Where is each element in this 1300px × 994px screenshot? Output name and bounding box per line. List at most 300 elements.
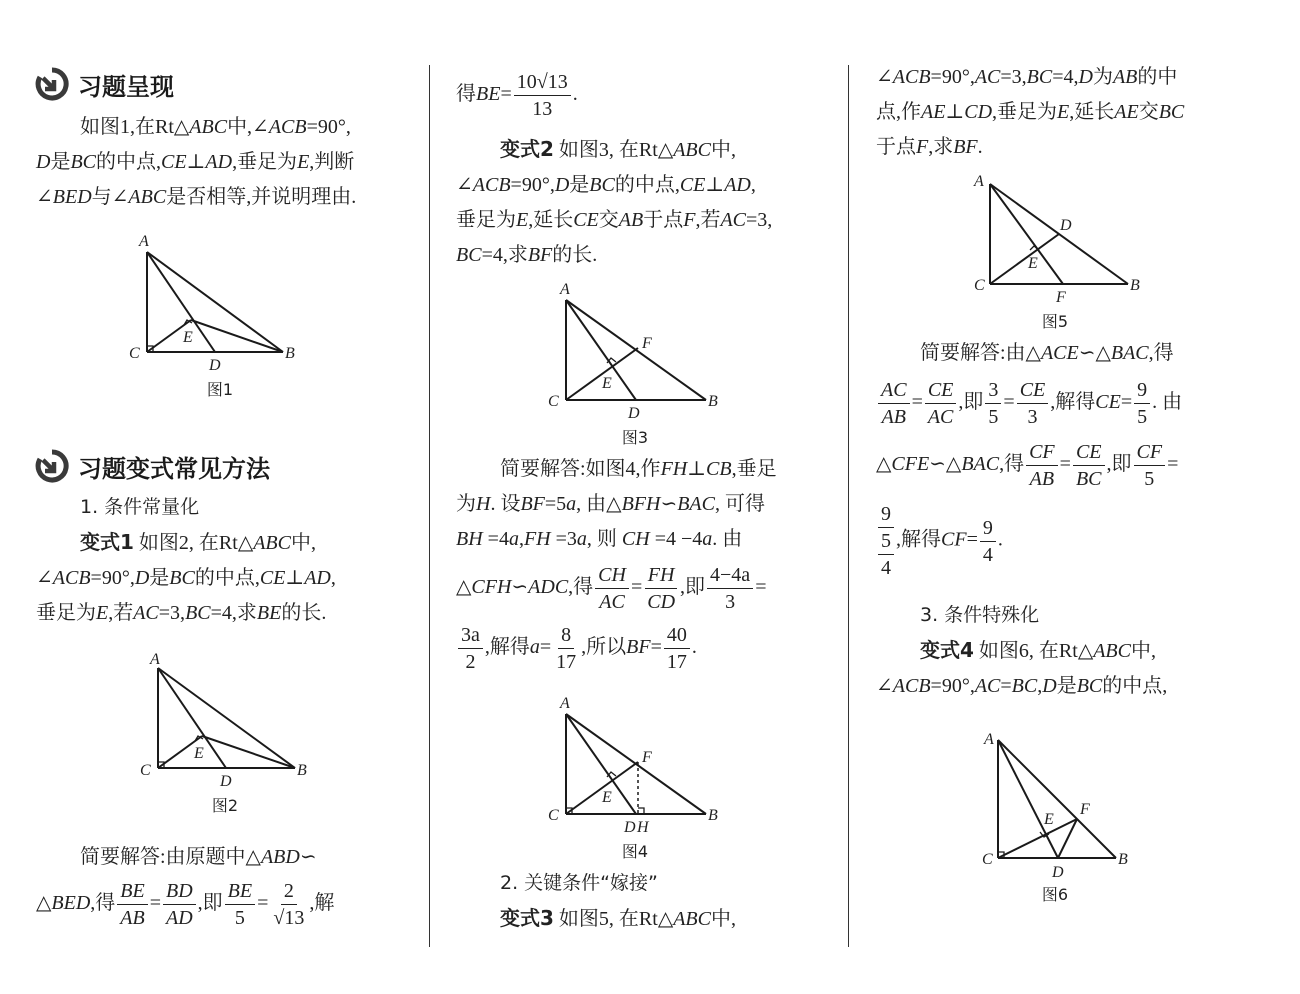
text-run: ⊥ xyxy=(945,101,965,123)
text-run: = xyxy=(257,892,269,914)
text-line xyxy=(36,875,416,931)
text-run: BAC xyxy=(961,453,1000,475)
text-run: ACB xyxy=(268,116,307,138)
text-run: = xyxy=(755,576,767,598)
text-run: =90°, xyxy=(930,66,975,88)
text-run: ∠ xyxy=(36,186,53,208)
text-line xyxy=(876,669,1256,704)
figure-caption: 图4 xyxy=(621,842,649,861)
text-run: 简要解答:由原题中△ xyxy=(80,846,261,868)
text-run: BE xyxy=(225,878,255,905)
text-run: ∽ xyxy=(511,576,529,598)
text-run: D xyxy=(1078,66,1093,88)
text-run: a xyxy=(508,528,519,550)
text-run: =3 xyxy=(550,528,577,550)
text-run: BC xyxy=(1158,101,1185,123)
text-run: √13 xyxy=(273,906,305,929)
text-line xyxy=(36,180,416,215)
text-run: BF xyxy=(520,493,545,515)
text-run: 4−4a xyxy=(707,562,753,589)
text-run: = xyxy=(630,576,643,598)
variant-2 xyxy=(456,132,836,273)
text-run: 的中点, xyxy=(194,567,260,589)
text-run: 如图6, 在Rt△ xyxy=(973,640,1094,662)
text-run: AD xyxy=(205,151,233,173)
text-run: AD xyxy=(304,567,331,589)
text-run: a xyxy=(576,528,587,550)
text-run: 的中点, xyxy=(96,151,162,173)
heading-text: 习题呈现 xyxy=(78,72,174,101)
text-run: 4 xyxy=(982,543,993,566)
text-run: 5 xyxy=(1144,467,1155,490)
text-run: ,即 xyxy=(680,576,706,598)
text-run: BAC xyxy=(1110,342,1149,364)
text-run: CF xyxy=(1134,439,1166,466)
fraction xyxy=(1073,439,1105,492)
text-run: ABC xyxy=(673,139,711,161)
figure-3 xyxy=(540,280,730,450)
text-run: E xyxy=(516,209,529,231)
text-run: AC xyxy=(974,675,1001,697)
solution-3 xyxy=(876,336,1256,581)
text-run: BAC xyxy=(677,493,715,515)
text-run: =90°, xyxy=(306,116,351,138)
text-run: FH xyxy=(645,562,678,589)
text-run: AB xyxy=(1029,467,1055,490)
text-run: AB xyxy=(1112,66,1138,88)
text-run: ,得 xyxy=(90,892,116,914)
text-run: =4,求 xyxy=(481,244,528,266)
text-run: 的中 xyxy=(1137,66,1178,88)
text-run: 如图2, 在Rt△ xyxy=(133,532,254,554)
section-heading xyxy=(34,66,174,102)
text-run: ∠ xyxy=(456,174,473,196)
text-run: ABC xyxy=(253,532,291,554)
text-run: BC xyxy=(1075,467,1102,490)
fraction xyxy=(985,377,1001,430)
point-label-b: B xyxy=(708,807,718,824)
point-label-f: F xyxy=(642,335,652,352)
text-run: ,得 xyxy=(999,453,1025,475)
text-run: BC xyxy=(1011,675,1038,697)
text-run: AE xyxy=(921,101,946,123)
triangle-abc xyxy=(990,184,1128,284)
text-run: AC xyxy=(878,377,910,404)
text-run: CB xyxy=(706,458,732,480)
text-run: 的长. xyxy=(552,244,598,266)
text-run: a xyxy=(529,636,540,658)
circle-arrow-icon xyxy=(34,66,70,102)
text-run: 中, xyxy=(710,908,736,930)
fraction xyxy=(1026,439,1058,492)
point-label-b: B xyxy=(285,345,295,362)
text-run: △ xyxy=(876,453,892,475)
text-run: ⊥ xyxy=(186,151,206,173)
point-label-c: C xyxy=(974,277,985,294)
point-label-c: C xyxy=(129,345,140,362)
point-label-c: C xyxy=(548,807,559,824)
figure-caption: 图2 xyxy=(211,796,239,815)
point-label-c: C xyxy=(140,762,151,779)
point-label-c: C xyxy=(548,393,559,410)
text-run: ,若 xyxy=(108,602,134,624)
text-run: a xyxy=(566,493,577,515)
text-run: ABC xyxy=(1093,640,1131,662)
triangle-abc xyxy=(566,714,706,814)
text-run: 垂足为 xyxy=(36,602,96,624)
text-run: CF xyxy=(941,528,967,551)
text-run: , 由△ xyxy=(576,493,622,515)
text-run: BE xyxy=(117,878,147,905)
column-divider xyxy=(848,65,849,947)
text-run: BH xyxy=(456,528,483,550)
figure-caption: 图5 xyxy=(1041,312,1069,331)
text-run: BE xyxy=(476,83,501,105)
text-line xyxy=(36,145,416,180)
text-run: CH xyxy=(621,528,650,550)
text-run: , 则 xyxy=(586,528,622,550)
text-line xyxy=(876,371,1256,433)
text-line xyxy=(36,596,416,631)
text-run: ACB xyxy=(472,174,511,196)
text-run: ,解得 xyxy=(484,636,530,658)
text-run: 17 xyxy=(556,650,577,673)
fraction xyxy=(707,562,753,615)
text-run: =90°, xyxy=(930,675,975,697)
text-run: AC xyxy=(974,66,1001,88)
figure-1 xyxy=(125,232,315,402)
text-run: 中, xyxy=(1130,640,1156,662)
text-run: BF xyxy=(626,636,651,658)
point-label-a: A xyxy=(139,233,149,250)
text-run: = xyxy=(500,83,512,105)
text-line xyxy=(876,633,1256,669)
text-run: 3 xyxy=(1027,405,1038,428)
text-run: 10√13 xyxy=(514,69,571,96)
compound-fraction xyxy=(878,501,894,581)
text-line xyxy=(456,452,836,487)
text-run: CE xyxy=(1073,439,1105,466)
text-run: ,得 xyxy=(1148,342,1174,364)
text-run: ⊥ xyxy=(285,567,305,589)
text-run: F xyxy=(683,209,696,231)
text-line xyxy=(456,132,836,168)
point-label-a: A xyxy=(150,651,160,668)
text-run: ,解得 xyxy=(896,528,941,551)
text-run: ∽ xyxy=(299,846,317,868)
point-label-a: A xyxy=(560,695,570,712)
section-heading xyxy=(34,448,270,484)
circle-arrow-icon xyxy=(34,448,70,484)
text-run: BD xyxy=(163,878,196,905)
text-run: 是 xyxy=(149,567,170,589)
figure-caption: 图6 xyxy=(1041,885,1069,904)
text-run: 中,∠ xyxy=(227,116,269,138)
point-label-a: A xyxy=(560,281,570,298)
text-run: CD xyxy=(647,590,676,613)
text-run: D xyxy=(1042,675,1057,697)
text-run: ∠ xyxy=(36,567,53,589)
text-run: ,所以 xyxy=(581,636,627,658)
text-run: . 设 xyxy=(490,493,521,515)
point-label-b: B xyxy=(1130,277,1140,294)
text-run: 的长. xyxy=(281,602,327,624)
text-run: , 可得 xyxy=(715,493,765,515)
point-label-a: A xyxy=(984,731,994,748)
point-label-e: E xyxy=(1028,255,1038,272)
text-run: CE xyxy=(1017,377,1049,404)
text-run: 的中点, xyxy=(1102,675,1168,697)
fraction xyxy=(595,562,629,615)
text-run: = xyxy=(1003,391,1015,413)
figure-caption: 图1 xyxy=(206,380,234,399)
text-line xyxy=(36,525,416,561)
text-run: = xyxy=(149,892,161,914)
point-label-d: D xyxy=(220,773,232,790)
text-line xyxy=(36,840,416,875)
text-run: AB xyxy=(618,209,644,231)
point-label-f: F xyxy=(1080,801,1090,818)
point-label-e: E xyxy=(194,745,204,762)
text-run: ,垂足为 xyxy=(992,101,1058,123)
text-run: CD xyxy=(964,101,993,123)
text-run: ,若 xyxy=(695,209,721,231)
fraction xyxy=(514,69,571,122)
column-divider xyxy=(429,65,430,947)
text-run: 简要解答:由△ xyxy=(920,342,1041,364)
fraction xyxy=(664,622,690,675)
text-run: ,延长 xyxy=(528,209,574,231)
text-run: 如图3, 在Rt△ xyxy=(553,139,674,161)
text-line xyxy=(456,617,836,677)
text-run: AC xyxy=(599,590,625,613)
triangle-abc xyxy=(566,300,706,400)
text-run: CE xyxy=(925,377,957,404)
text-run: 如图5, 在Rt△ xyxy=(553,908,674,930)
text-run: = xyxy=(911,391,923,413)
text-run: AD xyxy=(724,174,751,196)
text-run: 为 xyxy=(456,493,476,515)
text-run: ∽ xyxy=(660,493,678,515)
text-run: ,即 xyxy=(1106,453,1132,475)
text-run: BF xyxy=(953,136,978,158)
text-run: 3a xyxy=(458,622,483,649)
point-label-f: F xyxy=(642,749,652,766)
text-run: ∽△ xyxy=(929,453,962,475)
text-run: 5 xyxy=(1137,405,1148,428)
text-run: ABC xyxy=(128,186,167,208)
fraction xyxy=(1134,377,1150,430)
text-run: 交 xyxy=(1138,101,1159,123)
fraction xyxy=(878,377,910,430)
text-run: BC xyxy=(589,174,615,196)
point-label-b: B xyxy=(708,393,718,410)
text-run: CE xyxy=(573,209,599,231)
variant-tag: 变式2 xyxy=(500,137,554,161)
point-label-d: D xyxy=(624,819,636,836)
text-line xyxy=(456,487,836,522)
text-run: BED xyxy=(52,186,92,208)
point-label-e: E xyxy=(602,789,612,806)
figure-2 xyxy=(130,648,320,818)
text-run: FH xyxy=(523,528,551,550)
text-run: ,垂足为 xyxy=(232,151,298,173)
text-run: CE xyxy=(679,174,706,196)
point-label-a: A xyxy=(974,173,984,190)
text-run: 13 xyxy=(532,97,553,120)
text-line xyxy=(876,60,1256,95)
fraction xyxy=(1134,439,1166,492)
text-run: , xyxy=(518,528,524,550)
text-run: =4,求 xyxy=(210,602,257,624)
figure-6 xyxy=(970,726,1140,906)
text-run: ⊥ xyxy=(705,174,725,196)
text-run: , xyxy=(750,174,756,196)
fraction xyxy=(225,878,255,931)
text-run: D xyxy=(36,151,51,173)
text-run: . 由 xyxy=(712,528,743,550)
text-run: 是 xyxy=(50,151,71,173)
text-run: AC xyxy=(133,602,159,624)
text-run: ABC xyxy=(189,116,228,138)
text-run: =4 xyxy=(482,528,509,550)
text-run: ACE xyxy=(1040,342,1079,364)
text-run: 3 xyxy=(985,377,1001,404)
text-line xyxy=(36,561,416,596)
text-run: ADC xyxy=(528,576,569,598)
text-run: BED xyxy=(51,892,91,914)
text-run: D xyxy=(134,567,150,589)
text-run: AE xyxy=(1114,101,1139,123)
text-run: BC xyxy=(185,602,211,624)
text-run: BC xyxy=(456,244,482,266)
text-run: BE xyxy=(256,602,282,624)
text-run: CF xyxy=(1026,439,1058,466)
subheading: 3. 条件特殊化 xyxy=(920,604,1040,626)
text-run: 中, xyxy=(710,139,736,161)
text-run: . xyxy=(977,136,983,158)
text-run: . xyxy=(997,528,1003,551)
text-line xyxy=(876,501,1256,581)
text-run: 8 xyxy=(558,622,574,649)
text-run: ,即 xyxy=(958,391,984,413)
text-run: BC xyxy=(1026,66,1053,88)
text-run: ,解得 xyxy=(1050,391,1096,413)
text-run: =3, xyxy=(746,209,773,231)
text-run: ,得 xyxy=(568,576,594,598)
text-run: 得 xyxy=(456,83,476,105)
text-run: ,求 xyxy=(928,136,954,158)
text-run: ,延长 xyxy=(1069,101,1115,123)
text-run: =3, xyxy=(158,602,186,624)
variant-tag: 变式3 xyxy=(500,906,554,930)
text-run: BF xyxy=(527,244,553,266)
figure-caption: 图3 xyxy=(621,428,649,447)
text-run: = xyxy=(1167,453,1179,475)
text-run: CH xyxy=(595,562,629,589)
text-line xyxy=(456,203,836,238)
text-run: ⊥ xyxy=(687,458,707,480)
text-run: AB xyxy=(120,906,145,929)
text-run: △ xyxy=(36,892,52,914)
text-run: CE xyxy=(259,567,286,589)
solution-1-end xyxy=(456,66,836,122)
point-label-h: H xyxy=(637,819,649,836)
text-run: 5 xyxy=(881,530,891,552)
point-label-e: E xyxy=(1044,811,1054,828)
text-run: ABD xyxy=(260,846,300,868)
text-run: 于点 xyxy=(876,136,916,158)
text-run: 5 xyxy=(234,906,245,929)
text-run: ACB xyxy=(892,675,931,697)
point-label-d: D xyxy=(1060,217,1072,234)
text-run: CFE xyxy=(891,453,930,475)
text-run: ACB xyxy=(892,66,931,88)
text-run: =90°, xyxy=(90,567,135,589)
text-run: CE xyxy=(161,151,187,173)
text-line xyxy=(456,238,836,273)
text-run: =90°, xyxy=(510,174,555,196)
text-run: CFH xyxy=(471,576,512,598)
text-run: = xyxy=(966,528,978,551)
text-run: 3 xyxy=(725,590,736,613)
text-run: , xyxy=(1037,675,1043,697)
text-run: AC xyxy=(720,209,746,231)
text-line xyxy=(36,110,416,145)
text-run: FH xyxy=(660,458,688,480)
text-line xyxy=(876,95,1256,130)
text-run: ABC xyxy=(673,908,711,930)
text-run: 如图1,在Rt△ xyxy=(80,116,190,138)
text-run: ,判断 xyxy=(309,151,355,173)
text-line xyxy=(876,130,1256,165)
text-run: 9 xyxy=(980,515,996,542)
variant-3-start xyxy=(456,866,836,937)
point-label-e: E xyxy=(602,375,612,392)
text-run: 为 xyxy=(1092,66,1113,88)
subheading: 2. 关键条件“嫁接” xyxy=(500,872,658,894)
text-run: E xyxy=(1057,101,1070,123)
fraction xyxy=(980,515,996,568)
text-line xyxy=(456,901,836,937)
subheading: 1. 条件常量化 xyxy=(80,496,200,518)
point-label-b: B xyxy=(1118,851,1128,868)
text-line xyxy=(456,557,836,617)
text-run: CE xyxy=(1095,391,1121,413)
text-run: = xyxy=(650,636,662,658)
solution-1 xyxy=(36,840,416,931)
text-run: H xyxy=(476,493,491,515)
variant-1 xyxy=(36,490,416,631)
point-label-d: D xyxy=(209,357,221,374)
text-run: AB xyxy=(881,405,906,428)
text-run: 9 xyxy=(878,501,894,528)
triangle-abc xyxy=(147,252,283,352)
fraction xyxy=(1017,377,1049,430)
fraction xyxy=(458,622,483,675)
text-line xyxy=(456,522,836,557)
text-line xyxy=(456,66,836,122)
text-line xyxy=(876,433,1256,495)
fraction xyxy=(925,377,957,430)
text-line xyxy=(876,336,1256,371)
point-label-b: B xyxy=(297,762,307,779)
text-run: 的中点, xyxy=(614,174,680,196)
point-label-f: F xyxy=(1056,289,1066,306)
text-run: BC xyxy=(1076,675,1103,697)
text-run: ACB xyxy=(52,567,91,589)
text-run: 2 xyxy=(281,878,297,905)
